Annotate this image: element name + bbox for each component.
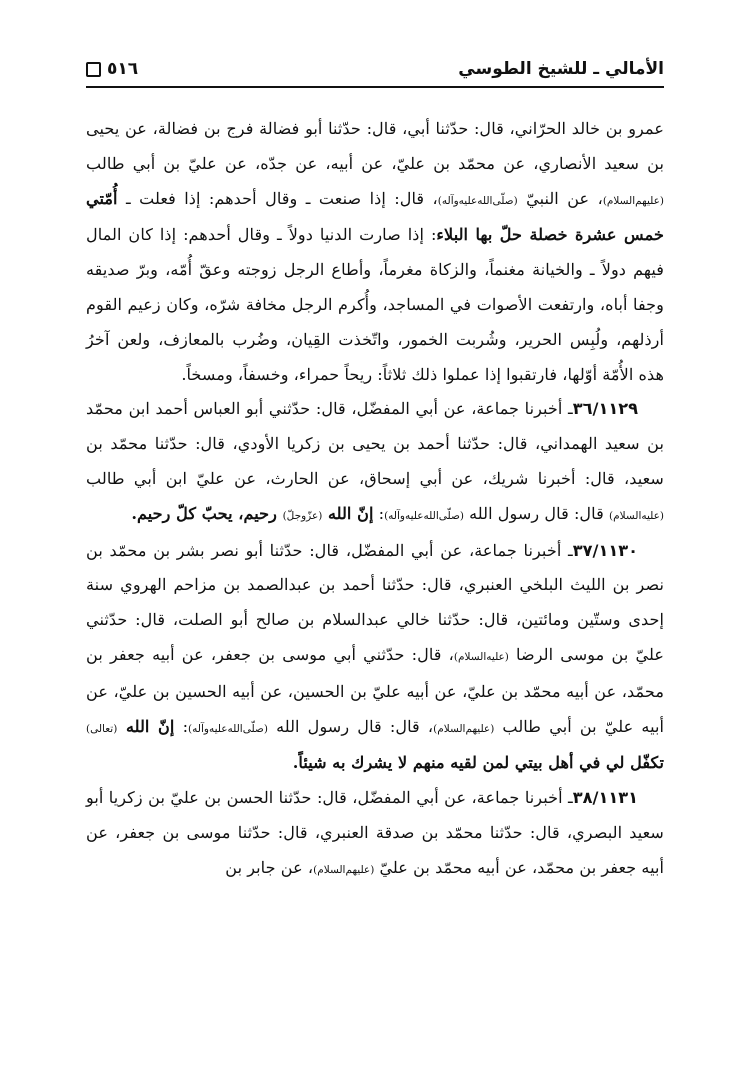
main-text: [86, 112, 664, 888]
hadith-number: ٣٨/١١٣١: [572, 788, 638, 808]
text-run: ، قال: قال رسول الله: [267, 716, 434, 736]
honorific-note: (عليه‌السلام): [453, 650, 509, 663]
text-run: ، قال: إذا صنعت ـ وقال أحدهم: إذا فعلت ـ: [117, 188, 438, 208]
text-run: : إذا صارت الدنيا دولاً ـ وقال أحدهم: إذا كان المال فيهم دولاً ـ والخيانة مغنماً، والزكاة مغرماً، وأطاع الرجل زوجته وعقّ أُمّه، وبرّ صديقه وجفا أباه، وارتفعت الأصوات في المساجد، وأُكرم الرجل مخافة شرّه، وكان زعيم القوم أرذلهم، ولُبِس الحرير، وشُربت الخمور، واتّخذت القِيان، وضُرب بالمعازف، ولعن آخرُ هذه الأُمّة أوّلها، فارتقبوا إذا عملوا ذلك ثلاثاً: ريحاً حمراء، وخسفاً، ومسخاً.: [86, 225, 664, 384]
text-run: عمرو بن خالد الحرّاني، قال: حدّثنا أبي، قال: حدّثنا أبو فضالة فرج بن فضالة، عن يحيى بن سعيد الأنصاري، عن محمّد بن عليّ، عن أبيه، عن جدّه، عن عليّ بن أبي طالب: [86, 119, 664, 173]
text-run: قال: قال رسول الله: [463, 503, 610, 523]
text-run: ـ أخبرنا جماعة، عن أبي المفضّل، قال: حدّثنا أبو نصر بشر بن محمّد بن نصر بن الليث البلخي العنبري، قال: حدّثنا أحمد بن عبدالصمد بن مزاحم الهروي سنة إحدى وستّين ومائتين، قال: حدّثنا خالي عبدالسلام بن صالح أبو الصلت، قال: حدّثني عليّ بن موسى الرضا: [86, 540, 664, 664]
running-header: [86, 52, 664, 88]
honorific-note: (صلّى‌الله‌عليه‌وآله): [188, 722, 268, 735]
honorific-note: (عليه‌السلام): [609, 509, 664, 522]
page-number-group: [86, 59, 138, 79]
paragraph-continued: [86, 112, 664, 392]
text-run: ، قال: حدّثني أبي موسى بن جعفر، عن أبيه جعفر بن محمّد، عن أبيه محمّد بن عليّ، عن أبيه عليّ بن الحسين، عن أبيه الحسين بن عليّ، عن أبيه عليّ بن أبي طالب: [86, 644, 664, 736]
text-run: ، عن النبيّ: [517, 188, 603, 208]
text-run: إنّ الله: [117, 716, 175, 736]
honorific-note: (تعالى): [86, 722, 118, 735]
text-run: :: [174, 716, 189, 736]
honorific-note: (عليهم‌السلام): [433, 722, 495, 735]
text-run: ـ أخبرنا جماعة، عن أبي المفضّل، قال: حدّثني أبو العباس أحمد ابن محمّد بن سعيد الهمداني، قال: حدّثنا أحمد بن يحيى بن زكريا الأودي، قال: حدّثنا محمّد بن سعيد، قال: أخبرنا شريك، عن أبي إسحاق، عن الحارث، عن عليّ ابن أبي طالب: [86, 399, 664, 488]
text-run: ـ أخبرنا جماعة، عن أبي المفضّل، قال: حدّثنا الحسن بن عليّ بن زكريا أبو سعيد البصري، قال: حدّثنا محمّد بن صدقة العنبري، قال: حدّثنا موسى بن جعفر، عن أبيه جعفر بن محمّد، عن أبيه محمّد بن عليّ: [86, 788, 664, 877]
honorific-note: (عليهم‌السلام): [602, 194, 664, 207]
hadith-1129: [86, 392, 664, 533]
hadith-number: ٣٧/١١٣٠: [572, 540, 638, 560]
hadith-number: ٣٦/١١٢٩: [572, 399, 638, 419]
hadith-1130: [86, 534, 664, 782]
text-run: تكفّل لي في أهل بيتي لمن لقيه منهم لا يشرك به شيئاً.: [292, 753, 664, 773]
honorific-note: (صلّى‌الله‌عليه‌وآله): [384, 509, 464, 522]
honorific-note: (صلّى‌الله‌عليه‌وآله): [437, 194, 518, 207]
text-run: :: [373, 503, 385, 523]
text-run: ، عن جابر بن: [225, 857, 314, 877]
text-run: إنّ الله: [322, 503, 374, 523]
square-box-icon: [86, 62, 101, 77]
honorific-note: (عزّوجلّ): [282, 509, 323, 522]
text-run: أُمّتي خمس عشرة خصلة حلّ بها البلاء: [86, 188, 664, 245]
honorific-note: (عليهم‌السلام): [313, 863, 375, 876]
book-title: الأمالي ـ للشيخ الطوسي: [458, 59, 664, 79]
text-run: رحيم، يحبّ كلّ رحيم.: [131, 503, 283, 523]
hadith-1131: [86, 781, 664, 887]
page-number: ٥١٦: [107, 59, 139, 79]
